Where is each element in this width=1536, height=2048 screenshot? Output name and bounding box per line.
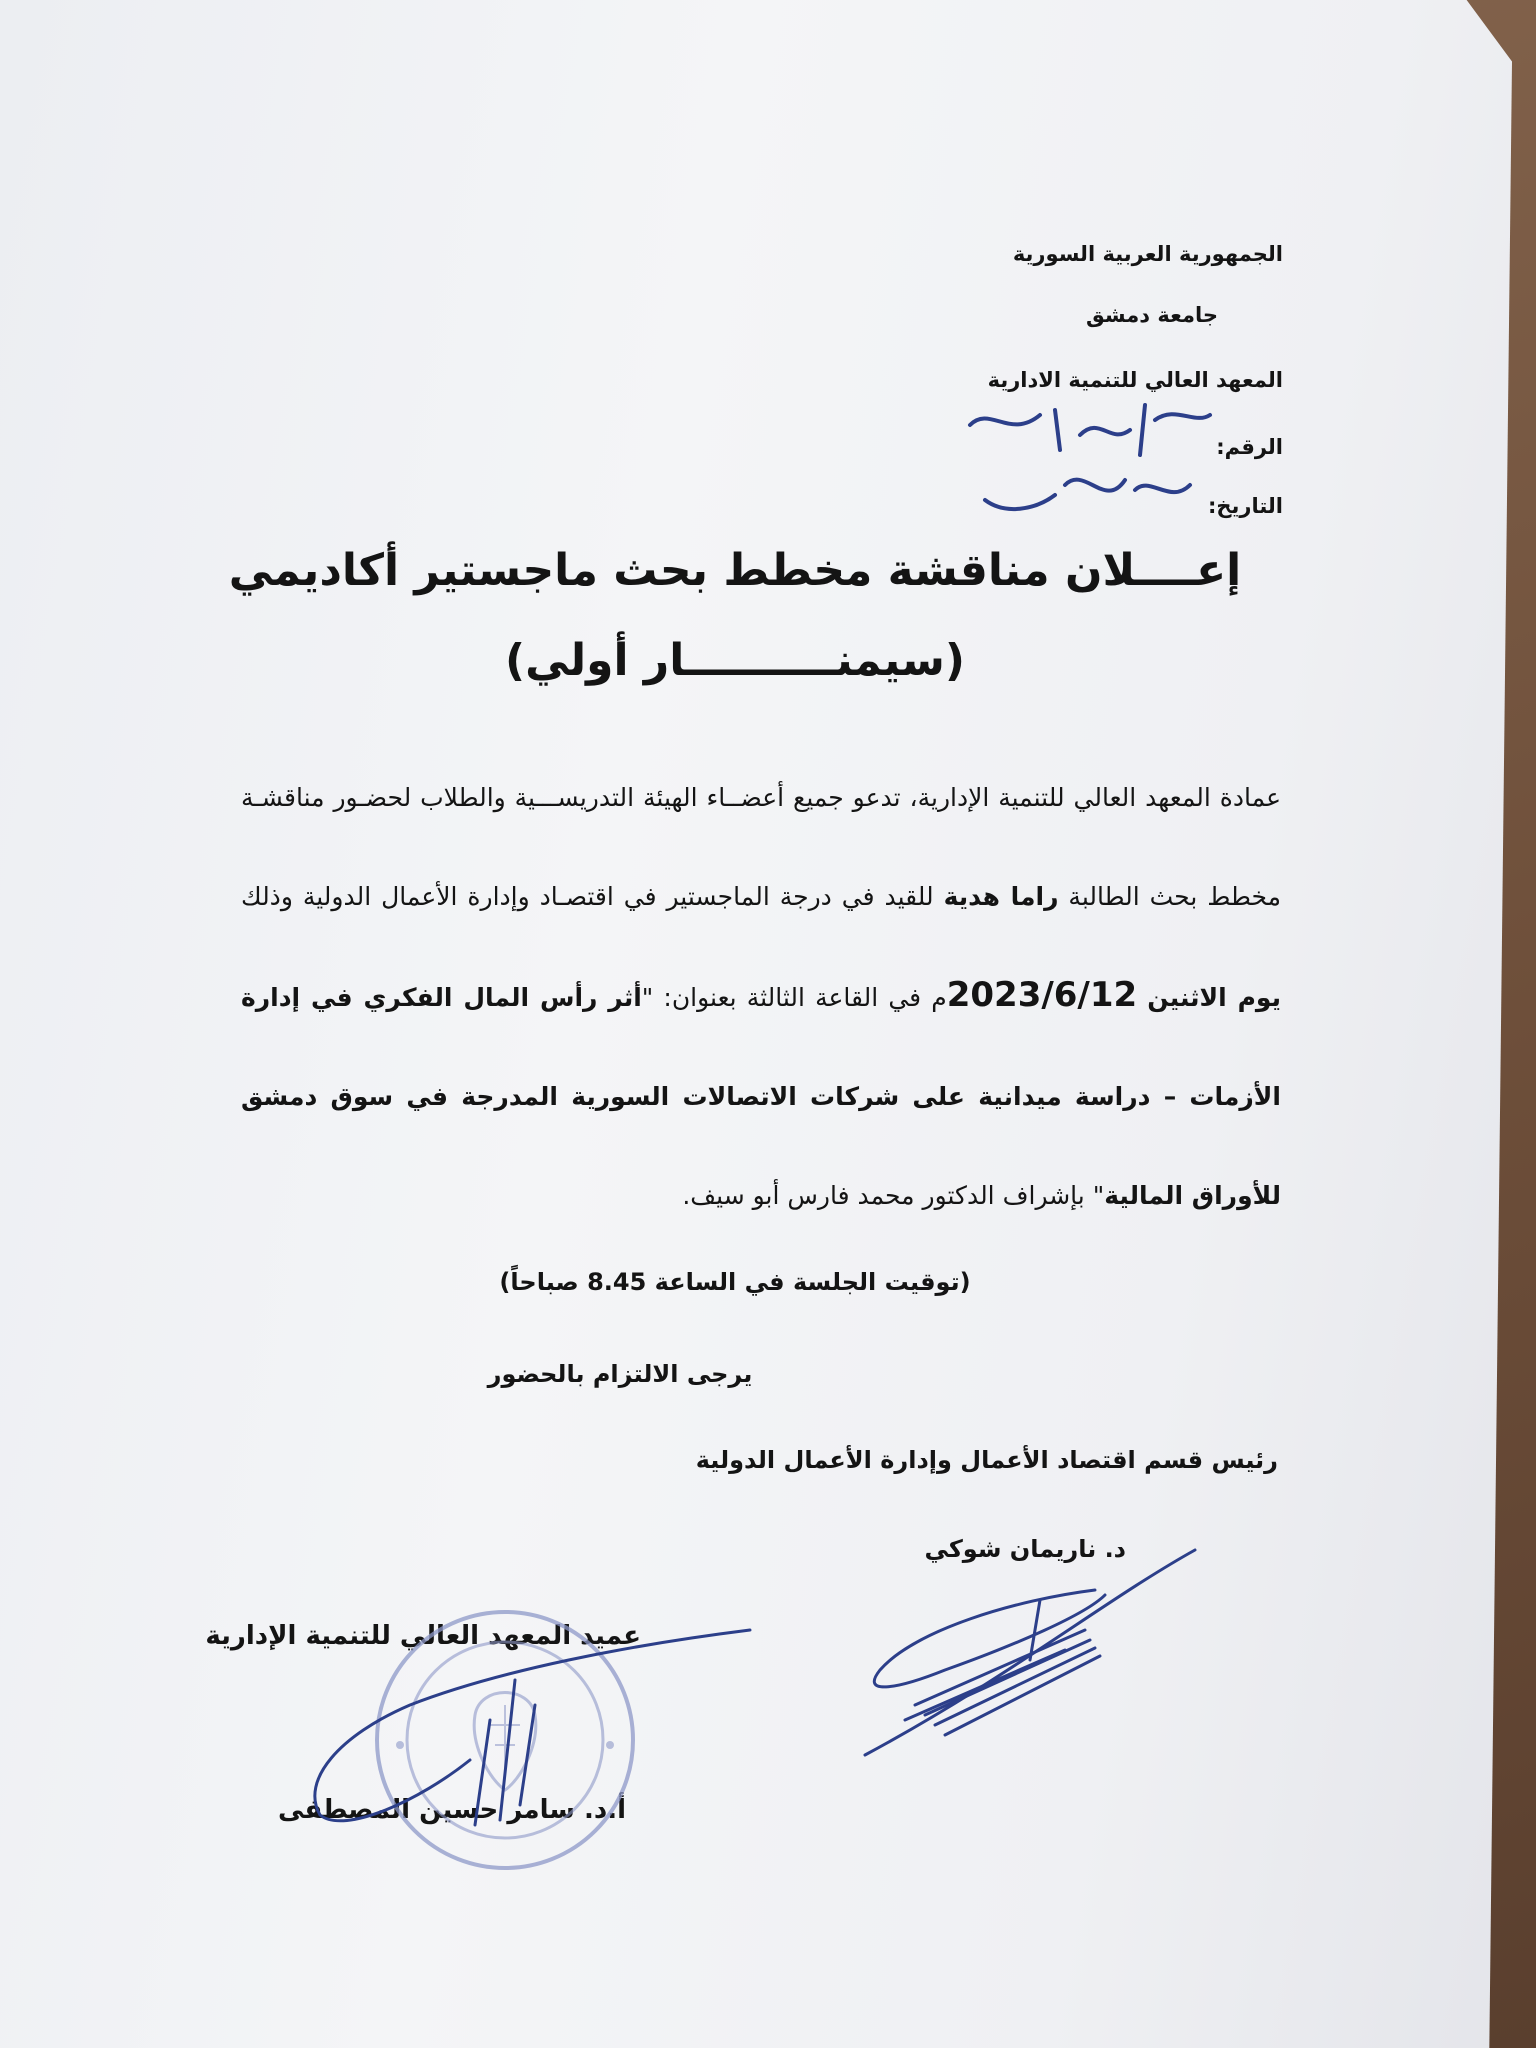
header-country: الجمهورية العربية السورية [1012, 242, 1283, 266]
student-name: راما هدية [943, 882, 1059, 911]
dean-title: عميد المعهد العالي للتنمية الإدارية [205, 1621, 641, 1651]
announcement-title: إعــــلان مناقشة مخطط بحث ماجستير أكاديمي [228, 545, 1242, 596]
date-label: التاريخ: [1207, 494, 1283, 518]
thesis-title: أثر رأس المال الفكري في إدارة الأزمات – دراسة ميدانية على شركات الاتصالات السورية المدرجة في سوق دمشق للأوراق المالية [241, 983, 1281, 1210]
header-university: جامعة دمشق [1086, 303, 1218, 327]
body-text-4: " بإشراف الدكتور محمد فارس أبو سيف. [682, 1181, 1105, 1210]
header-institute: المعهد العالي للتنمية الادارية [987, 368, 1283, 392]
body-text-1: عمادة المعهد العالي للتنمية الإدارية، تدعو جميع أعضــاء الهيئة التدريســـية والطلاب لحضـور مناقشـة مخطط بحث الطالبة [241, 783, 1281, 911]
department-head-title: رئيس قسم اقتصاد الأعمال وإدارة الأعمال الدولية [695, 1446, 1278, 1474]
dean-signature [300, 1610, 760, 1840]
body-text-2: للقيد في درجة الماجستير في اقتصـاد وإدارة الأعمال الدولية وذلك [241, 882, 944, 911]
handwritten-date [975, 455, 1205, 525]
announcement-subtitle: (سيمنــــــــــار أولي) [505, 635, 965, 686]
department-head-signature [855, 1530, 1205, 1770]
number-label: الرقم: [1216, 435, 1283, 459]
body-text-3: م في القاعة الثالثة بعنوان: " [641, 983, 947, 1012]
dean-name: أ.د. سامر حسين المصطفى [277, 1795, 626, 1825]
announcement-body [241, 748, 1281, 1245]
session-date: 2023/6/12 [946, 975, 1138, 1015]
session-day: يوم الاثنين [1147, 983, 1281, 1012]
attendance-note: يرجى الالتزام بالحضور [487, 1360, 753, 1388]
department-head-name: د. ناريمان شوكي [924, 1535, 1126, 1563]
session-time: (توقيت الجلسة في الساعة 8.45 صباحاً) [499, 1268, 971, 1296]
